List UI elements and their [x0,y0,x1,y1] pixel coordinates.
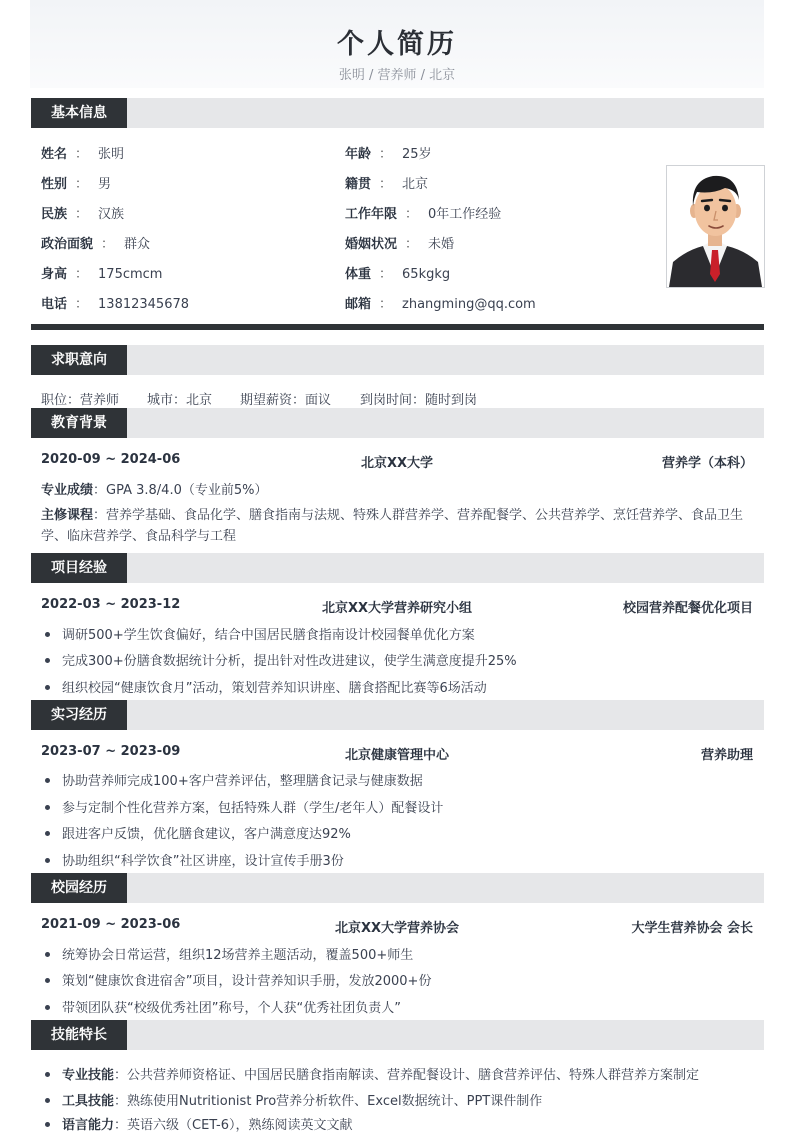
intent-position: 职位：营养师 [41,393,120,408]
section-header-skills [31,1020,764,1050]
skill-item-professional: 专业技能：公共营养师资格证、中国居民膳食指南解读、营养配餐设计、膳食营养评估、特殊人群营养方案制定 [41,1064,753,1083]
education-header-row [41,452,753,470]
campus-header-row [41,917,753,935]
intent-city: 城市：北京 [147,393,213,408]
list-item: 协助营养师完成100+客户营养评估，整理膳食记录与健康数据 [41,770,753,789]
list-item: 统筹协会日常运营，组织12场营养主题活动，覆盖500+师生 [41,944,753,963]
section-title-education: 教育背景 [31,408,127,438]
info-name: 姓名 ： 张明 [41,147,125,162]
resume-header [30,0,764,88]
education-period: 2020-09 ~ 2024-06 [41,452,181,467]
skill-item-language: 语言能力：英语六级（CET-6），熟练阅读英文文献 [41,1114,753,1133]
list-item: 跟进客户反馈，优化膳食建议，客户满意度达92% [41,823,753,842]
list-item: 带领团队获“校级优秀社团”称号，个人获“优秀社团负责人” [41,997,753,1016]
info-weight: 体重 ： 65kgkg [345,267,451,282]
page-title: 个人简历 [337,29,457,60]
project-role: 校园营养配餐优化项目 [622,601,753,616]
campus-role: 大学生营养协会 会长 [631,921,753,936]
project-period: 2022-03 ~ 2023-12 [41,597,181,612]
info-political: 政治面貌 ： 群众 [41,237,151,252]
info-phone: 电话 ： 13812345678 [41,297,190,312]
info-hometown: 籍贯 ： 北京 [345,177,429,192]
page-subtitle: 张明 / 营养师 / 北京 [338,68,456,83]
info-work-years: 工作年限 ： 0年工作经验 [345,207,502,222]
info-ethnicity: 民族 ： 汉族 [41,207,125,222]
section-divider [31,324,764,330]
section-header-intent [31,345,764,375]
section-title-campus: 校园经历 [31,873,127,903]
section-title-internship: 实习经历 [31,700,127,730]
list-item: 调研500+学生饮食偏好，结合中国居民膳食指南设计校园餐单优化方案 [41,624,753,643]
skill-item-tools: 工具技能：熟练使用Nutritionist Pro营养分析软件、Excel数据统计、PPT课件制作 [41,1090,753,1109]
campus-period: 2021-09 ~ 2023-06 [41,917,181,932]
section-header-internship [31,700,764,730]
section-header-campus [31,873,764,903]
list-item: 完成300+份膳食数据统计分析，提出针对性改进建议，使学生满意度提升25% [41,650,753,669]
info-age: 年龄 ： 25岁 [345,147,432,162]
project-org: 北京XX大学营养研究小组 [321,601,473,616]
list-item: 策划“健康饮食进宿舍”项目，设计营养知识手册，发放2000+份 [41,970,753,989]
section-header-education [31,408,764,438]
internship-org: 北京健康管理中心 [344,748,449,763]
section-header-project [31,553,764,583]
internship-period: 2023-07 ~ 2023-09 [41,744,181,759]
project-header-row [41,597,753,615]
section-title-basic: 基本信息 [31,98,127,128]
section-title-project: 项目经验 [31,553,127,583]
avatar [666,165,765,288]
internship-role: 营养助理 [700,748,753,763]
section-title-skills: 技能特长 [31,1020,127,1050]
info-email: 邮箱 ： zhangming@qq.com [345,297,536,312]
section-title-intent: 求职意向 [31,345,127,375]
avatar-illustration [667,166,764,287]
intent-arrival: 到岗时间：随时到岗 [360,393,478,408]
education-major: 营养学（本科） [661,456,753,471]
list-item: 参与定制个性化营养方案，包括特殊人群（学生/老年人）配餐设计 [41,797,753,816]
info-height: 身高 ： 175cmcm [41,267,163,282]
list-item: 组织校园“健康饮食月”活动，策划营养知识讲座、膳食搭配比赛等6场活动 [41,677,753,696]
education-school: 北京XX大学 [360,456,434,471]
list-item: 协助组织“科学饮食”社区讲座，设计宣传手册3份 [41,850,753,869]
info-marital: 婚姻状况 ： 未婚 [345,237,455,252]
education-courses: 主修课程：营养学基础、食品化学、膳食指南与法规、特殊人群营养学、营养配餐学、公共营养学、烹饪营养学、食品卫生学、临床营养学、食品科学与工程 [41,508,744,544]
intent-salary: 期望薪资：面议 [240,393,332,408]
section-header-basic [31,98,764,128]
info-gender: 性别 ： 男 [41,177,112,192]
internship-header-row [41,744,753,762]
campus-org: 北京XX大学营养协会 [334,921,460,936]
education-score: 专业成绩：GPA 3.8/4.0（专业前5%） [41,483,268,498]
